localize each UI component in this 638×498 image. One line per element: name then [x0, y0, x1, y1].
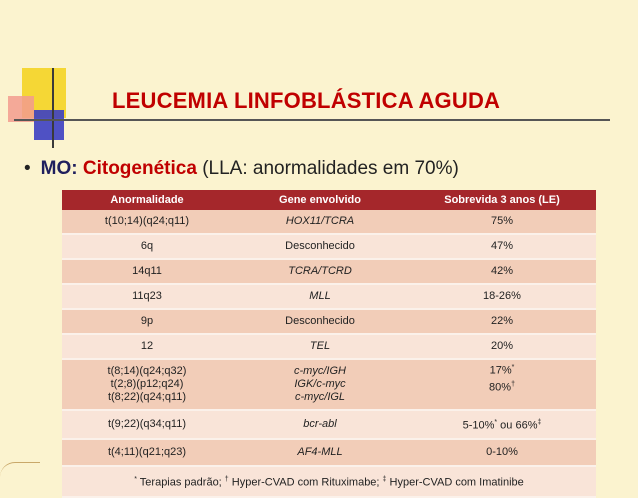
horizontal-rule	[14, 119, 610, 121]
cell-sobrevida	[408, 359, 596, 410]
cell-sobrevida: 42%	[408, 259, 596, 284]
cytogenetics-table	[62, 190, 596, 498]
table-header-row	[62, 190, 596, 210]
cell-anormalidade: 9p	[62, 309, 232, 334]
corner-decoration	[0, 462, 40, 477]
anormalidade-line: t(2;8)(p12;q24)	[110, 378, 184, 390]
gene-line: IGK/c-myc	[294, 378, 346, 390]
cell-anormalidade: t(10;14)(q24;q11)	[62, 210, 232, 234]
footnote-mark: *	[134, 476, 137, 484]
cell-sobrevida: 20%	[408, 334, 596, 359]
footnote-mark: ‡	[382, 476, 387, 484]
bullet-line	[24, 158, 459, 180]
gene-line: c-myc/IGH	[294, 365, 346, 377]
cell-anormalidade: 6q	[62, 234, 232, 259]
footnote-mark: †	[224, 476, 229, 484]
cell-gene: TEL	[232, 334, 408, 359]
cell-sobrevida: 47%	[408, 234, 596, 259]
footnote-mark: *	[494, 419, 498, 427]
footnote-mark: †	[511, 381, 515, 388]
table-row	[62, 410, 596, 439]
footnote-mark: ‡	[537, 419, 542, 427]
cell-gene: HOX11/TCRA	[232, 210, 408, 234]
cell-gene: bcr-abl	[232, 410, 408, 439]
table-row	[62, 284, 596, 309]
cell-gene: MLL	[232, 284, 408, 309]
gene-line: c-myc/IGL	[294, 391, 346, 403]
blue-square-decoration	[34, 110, 64, 140]
sobrevida-value: 17%	[489, 365, 512, 377]
footnote-cell	[62, 466, 596, 497]
sobrevida-value: 5-10%	[462, 419, 495, 432]
header-sobrevida: Sobrevida 3 anos (LE)	[408, 190, 596, 210]
vertical-rule	[52, 68, 54, 148]
table-row	[62, 334, 596, 359]
table-footnote-row	[62, 466, 596, 497]
table-row	[62, 439, 596, 466]
cell-gene: Desconhecido	[232, 234, 408, 259]
cell-anormalidade: t(9;22)(q34;q11)	[62, 410, 232, 439]
citogenetica-label: Citogenética	[82, 158, 197, 179]
decorative-logo	[0, 0, 110, 150]
cell-anormalidade	[62, 359, 232, 410]
cell-gene	[232, 359, 408, 410]
header-anormalidade: Anormalidade	[62, 190, 232, 210]
sobrevida-value: 80%	[489, 381, 512, 394]
bullet-rest-text: (LLA: anormalidades em 70%)	[202, 158, 459, 179]
cell-sobrevida: 0-10%	[408, 439, 596, 466]
cell-anormalidade: 12	[62, 334, 232, 359]
table-row	[62, 210, 596, 234]
cell-sobrevida: 18-26%	[408, 284, 596, 309]
sobrevida-value: ou 66%	[497, 419, 538, 432]
footnote-text: Hyper-CVAD com Imatinibe	[386, 476, 524, 489]
cell-anormalidade: t(4;11)(q21;q23)	[62, 439, 232, 466]
table-row	[62, 234, 596, 259]
cell-sobrevida: 22%	[408, 309, 596, 334]
anormalidade-line: t(8;14)(q24;q32)	[107, 365, 187, 377]
cell-gene: Desconhecido	[232, 309, 408, 334]
cell-sobrevida	[408, 410, 596, 439]
footnote-text: Hyper-CVAD com Rituximabe;	[228, 476, 383, 489]
table-row	[62, 259, 596, 284]
anormalidade-line: t(8;22)(q24;q11)	[107, 391, 187, 403]
cell-anormalidade: 14q11	[62, 259, 232, 284]
footnote-text: Terapias padrão;	[136, 476, 225, 489]
slide-title: LEUCEMIA LINFOBLÁSTICA AGUDA	[112, 88, 501, 113]
mo-label: MO:	[40, 158, 78, 179]
cell-anormalidade: 11q23	[62, 284, 232, 309]
footnote-mark: *	[511, 364, 515, 372]
table-row	[62, 309, 596, 334]
cell-sobrevida: 75%	[408, 210, 596, 234]
header-gene: Gene envolvido	[232, 190, 408, 210]
cell-gene: TCRA/TCRD	[232, 259, 408, 284]
bullet-dot-icon: •	[24, 158, 31, 179]
cell-gene: AF4-MLL	[232, 439, 408, 466]
table-row	[62, 359, 596, 410]
